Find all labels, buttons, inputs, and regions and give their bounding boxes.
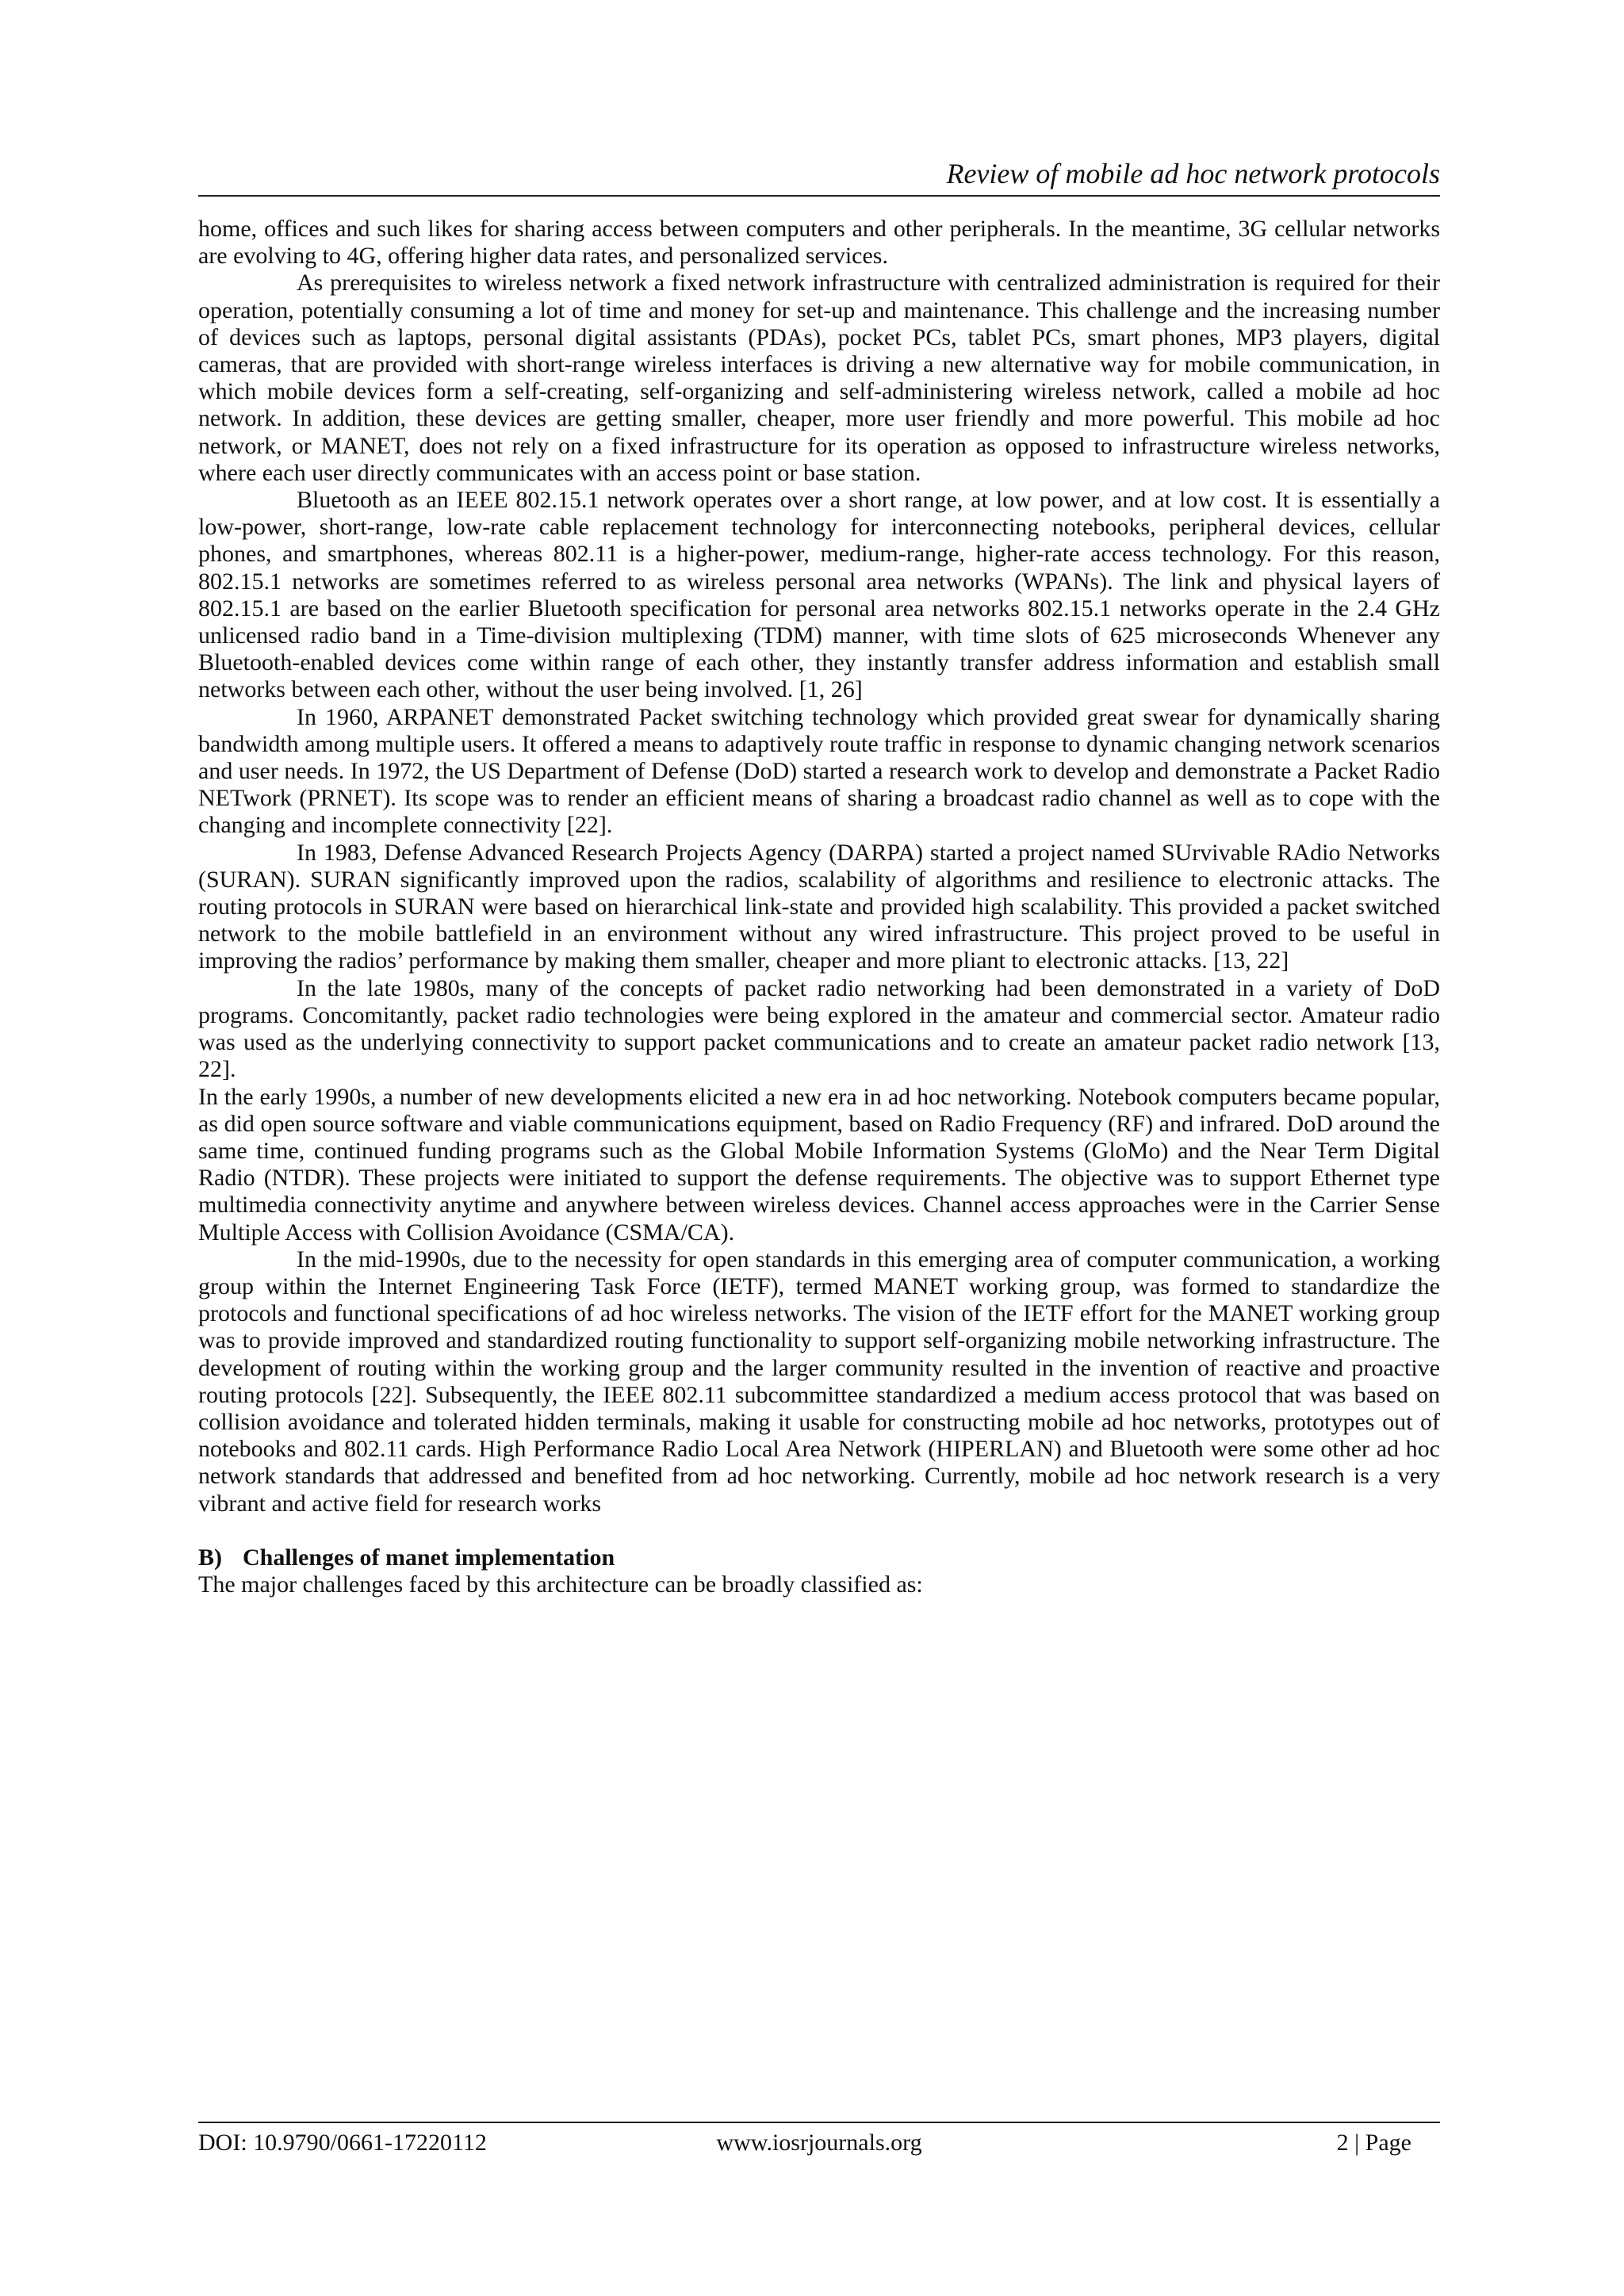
header-rule [198,195,1440,197]
running-header: Review of mobile ad hoc network protocols [946,158,1440,189]
section-title: Challenges of manet implementation [243,1544,615,1571]
page-body [198,216,1440,1598]
paragraph-arpanet: In 1960, ARPANET demonstrated Packet switching technology which provided great swear for dynamically sharing bandwidth among multiple users. It offered a means to adaptively route traffic in response to dynamic changing network scenarios and user needs. In 1972, the US Department of Defense (DoD) started a research work to develop and demonstrate a Packet Radio NETwork (PRNET). Its scope was to render an efficient means of sharing a broadcast radio channel as well as to cope with the changing and incomplete connectivity [22]. [198,703,1440,839]
footer-rule [198,2122,1440,2123]
section-number: B) [198,1544,222,1571]
paragraph-bluetooth: Bluetooth as an IEEE 802.15.1 network operates over a short range, at low power, and at low cost. It is essentially a low-power, short-range, low-rate cable replacement technology for interconnecting notebooks, peripheral devices, cellular phones, and smartphones, whereas 802.11 is a higher-power, medium-range, higher-rate access technology. For this reason, 802.15.1 networks are sometimes referred to as wireless personal area networks (WPANs). The link and physical layers of 802.15.1 are based on the earlier Bluetooth specification for personal area networks 802.15.1 networks operate in the 2.4 GHz unlicensed radio band in a Time-division multiplexing (TDM) manner, with time slots of 625 microseconds Whenever any Bluetooth-enabled devices come within range of each other, they instantly transfer address information and establish small networks between each other, without the user being involved. [1, 26] [198,487,1440,703]
paragraph-prerequisites: As prerequisites to wireless network a fixed network infrastructure with centralized administration is required for their operation, potentially consuming a lot of time and money for set-up and maintenance. This challenge and the increasing number of devices such as laptops, personal digital assistants (PDAs), pocket PCs, tablet PCs, smart phones, MP3 players, digital cameras, that are provided with short-range wireless interfaces is driving a new alternative way for mobile communication, in which mobile devices form a self-creating, self-organizing and self-administering wireless network, called a mobile ad hoc network. In addition, these devices are getting smaller, cheaper, more user friendly and more powerful. This mobile ad hoc network, or MANET, does not rely on a fixed infrastructure for its operation as opposed to infrastructure wireless networks, where each user directly communicates with an access point or base station. [198,270,1440,486]
section-intro: The major challenges faced by this architecture can be broadly classified as: [198,1571,923,1598]
footer-page-number: 2 | Page [1336,2130,1411,2156]
footer-website: www.iosrjournals.org [716,2130,922,2156]
paragraph-darpa: In 1983, Defense Advanced Research Projects Agency (DARPA) started a project named SUrvivable RAdio Networks (SURAN). SURAN significantly improved upon the radios, scalability of algorithms and resilience to electronic attacks. The routing protocols in SURAN were based on hierarchical link-state and provided high scalability. This provided a packet switched network to the mobile battlefield in an environment without any wired infrastructure. This project proved to be useful in improving the radios’ performance by making them smaller, cheaper and more pliant to electronic attacks. [13, 22] [198,839,1440,974]
paragraph-continuation: home, offices and such likes for sharing access between computers and other peripherals. In the meantime, 3G cellular networks are evolving to 4G, offering higher data rates, and personalized services. [198,216,1440,270]
page-footer [198,2128,1440,2160]
paragraph-late-1980s: In the late 1980s, many of the concepts of packet radio networking had been demonstrated in a variety of DoD programs. Concomitantly, packet radio technologies were being explored in the amateur and commercial sector. Amateur radio was used as the underlying connectivity to support packet communications and to create an amateur packet radio network [13, 22]. [198,974,1440,1083]
paragraph-early-1990s: In the early 1990s, a number of new developments elicited a new era in ad hoc networking. Notebook computers became popular, as did open source software and viable communications equipment, based on Radio Frequency (RF) and infrared. DoD around the same time, continued funding programs such as the Global Mobile Information Systems (GloMo) and the Near Term Digital Radio (NTDR). These projects were initiated to support the defense requirements. The objective was to support Ethernet type multimedia connectivity anytime and anywhere between wireless devices. Channel access approaches were in the Carrier Sense Multiple Access with Collision Avoidance (CSMA/CA). [198,1083,1440,1246]
footer-doi: DOI: 10.9790/0661-17220112 [198,2130,487,2156]
section-heading-challenges [198,1544,1440,1571]
paragraph-mid-1990s: In the mid-1990s, due to the necessity for open standards in this emerging area of computer communication, a working group within the Internet Engineering Task Force (IETF), termed MANET working group, was formed to standardize the protocols and functional specifications of ad hoc wireless networks. The vision of the IETF effort for the MANET working group was to provide improved and standardized routing functionality to support self-organizing mobile networking infrastructure. The development of routing within the working group and the larger community resulted in the invention of reactive and proactive routing protocols [22]. Subsequently, the IEEE 802.11 subcommittee standardized a medium access protocol that was based on collision avoidance and tolerated hidden terminals, making it usable for constructing mobile ad hoc networks, prototypes out of notebooks and 802.11 cards. High Performance Radio Local Area Network (HIPERLAN) and Bluetooth were some other ad hoc network standards that addressed and benefited from ad hoc networking. Currently, mobile ad hoc network research is a very vibrant and active field for research works [198,1246,1440,1517]
